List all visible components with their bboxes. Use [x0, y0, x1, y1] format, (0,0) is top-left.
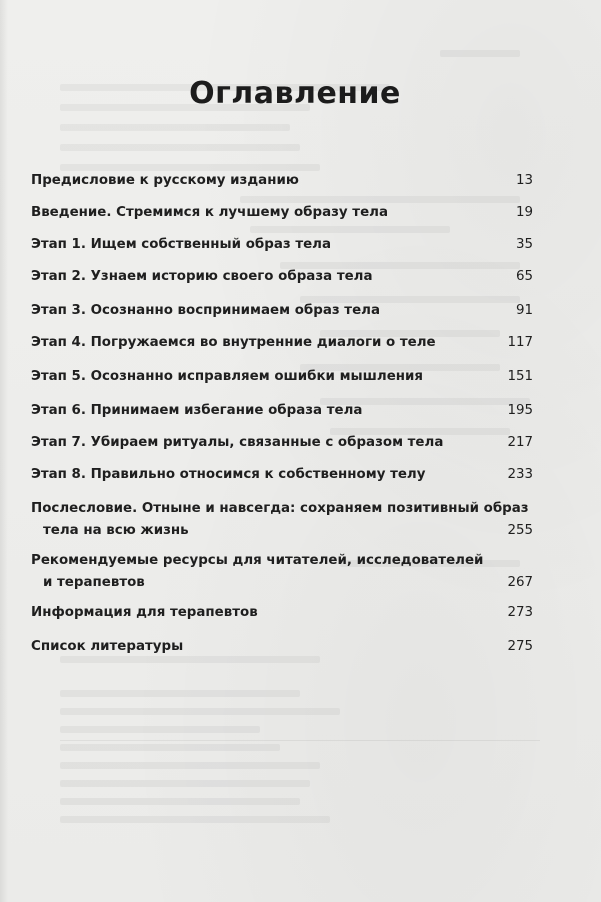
toc-entry[interactable] [31, 636, 533, 658]
toc-entry[interactable] [31, 170, 533, 192]
toc-entry[interactable] [31, 266, 533, 288]
toc-entry-page: 267 [507, 575, 533, 590]
page-edge-shadow [0, 0, 8, 902]
toc-entry-page: 255 [507, 523, 533, 538]
toc-entry-page: 19 [515, 205, 533, 220]
toc-entry-title: Послесловие. Отныне и навсегда: сохраняем позитивный образ [31, 501, 529, 516]
toc-entry-page: 233 [507, 467, 533, 482]
toc-entry-title: Введение. Стремимся к лучшему образу тела [31, 205, 388, 220]
toc-entry-title: Рекомендуемые ресурсы для читателей, исследователей [31, 553, 484, 568]
toc-entry[interactable] [31, 498, 533, 542]
toc-title: Оглавление [189, 76, 401, 111]
toc-entry-title-continued: и терапевтов [43, 575, 145, 590]
toc-entry[interactable] [31, 300, 533, 322]
toc-entry-title: Предисловие к русскому изданию [31, 173, 299, 188]
toc-entry-page: 91 [515, 303, 533, 318]
toc-entry[interactable] [31, 464, 533, 486]
toc-entry-title: Этап 5. Осознанно исправляем ошибки мышления [31, 369, 424, 384]
toc-entry-title: Этап 2. Узнаем историю своего образа тела [31, 269, 373, 284]
toc-entry-title: Этап 6. Принимаем избегание образа тела [31, 403, 363, 418]
toc-entry[interactable] [31, 202, 533, 224]
toc-entry[interactable] [31, 400, 533, 422]
toc-entry[interactable] [31, 366, 533, 388]
toc-entry[interactable] [31, 432, 533, 454]
toc-entry-page: 65 [515, 269, 533, 284]
toc-entry-title: Этап 7. Убираем ритуалы, связанные с образом тела [31, 435, 444, 450]
toc-entry-page: 117 [507, 335, 533, 350]
toc-entry-title: Этап 8. Правильно относимся к собственному телу [31, 467, 426, 482]
toc-entry-title: Этап 4. Погружаемся во внутренние диалоги о теле [31, 335, 436, 350]
toc-entry-title: Информация для терапевтов [31, 605, 258, 620]
toc-entry[interactable] [31, 550, 533, 594]
toc-entry-title: Этап 1. Ищем собственный образ тела [31, 237, 332, 252]
toc-entry[interactable] [31, 602, 533, 624]
toc-entry-page: 195 [507, 403, 533, 418]
toc-entry-title: Этап 3. Осознанно воспринимаем образ тела [31, 303, 380, 318]
toc-entry[interactable] [31, 332, 533, 354]
toc-entry-page: 275 [507, 639, 533, 654]
toc-entry-page: 151 [507, 369, 533, 384]
toc-entry-title-continued: тела на всю жизнь [43, 523, 189, 538]
toc-entry-page: 35 [515, 237, 533, 252]
toc-entry[interactable] [31, 234, 533, 256]
toc-entry-page: 13 [515, 173, 533, 188]
toc-entry-page: 217 [507, 435, 533, 450]
toc-entry-page: 273 [507, 605, 533, 620]
toc-entry-title: Список литературы [31, 639, 184, 654]
